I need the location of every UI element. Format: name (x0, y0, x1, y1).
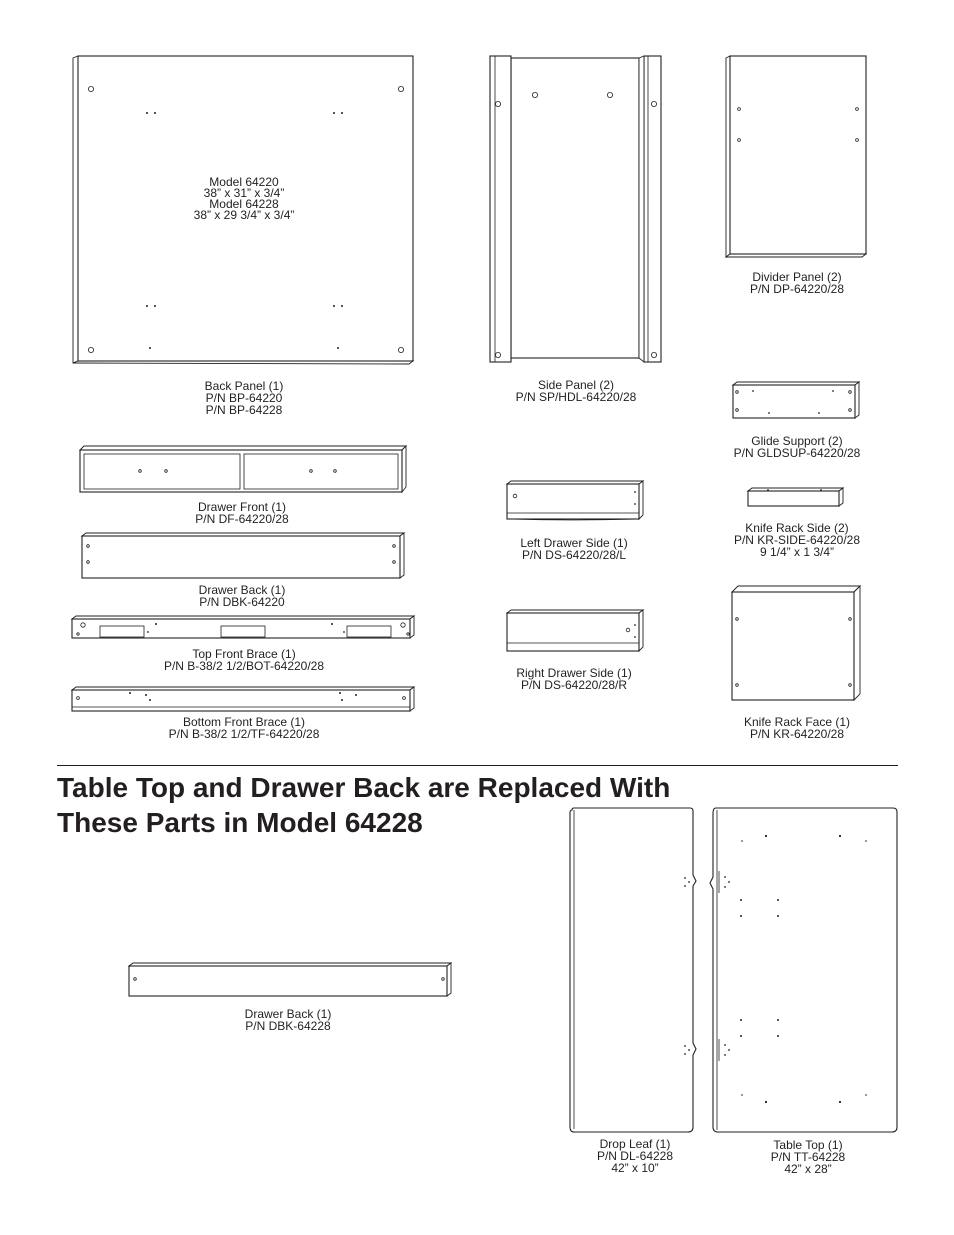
left-drawer-side-caption: Left Drawer Side (1) P/N DS-64220/28/L (520, 536, 628, 562)
back-panel-drawing (70, 55, 415, 365)
drawer-back-64228-drawing (127, 961, 455, 1001)
right-drawer-side-caption: Right Drawer Side (1) P/N DS-64220/28/R (516, 666, 632, 692)
drawer-front-drawing (79, 444, 409, 494)
knife-rack-side-caption: Knife Rack Side (2) P/N KR-SIDE-64220/28 9 1/4” x 1 3/4” (733, 521, 861, 559)
table-top-caption: Table Top (1) P/N TT-64228 42” x 28” (770, 1138, 846, 1176)
knife-rack-face-drawing (730, 584, 864, 704)
section-heading: Table Top and Drawer Back are Replaced With These Parts in Model 64228 (57, 772, 671, 838)
drop-leaf-drawing (566, 807, 698, 1137)
knife-rack-face-caption: Knife Rack Face (1) P/N KR-64220/28 (743, 715, 851, 741)
back-panel-dimensions: Model 64220 38” x 31” x 3/4” Model 64228 38” x 29 3/4” x 3/4” (193, 175, 295, 222)
left-drawer-side-drawing (503, 480, 647, 524)
glide-support-drawing (731, 381, 863, 421)
knife-rack-side-drawing (746, 486, 846, 510)
divider-panel-caption: Divider Panel (2) P/N DP-64220/28 (749, 270, 845, 296)
section-divider (57, 765, 898, 766)
table-top-drawing (708, 807, 900, 1137)
side-panel-caption: Side Panel (2) P/N SP/HDL-64220/28 (515, 378, 637, 404)
bottom-front-brace-caption: Bottom Front Brace (1) P/N B-38/2 1/2/TF-64220/28 (168, 715, 320, 741)
drawer-back-64228-caption: Drawer Back (1) P/N DBK-64228 (244, 1007, 332, 1033)
bottom-front-brace-drawing (70, 686, 418, 716)
drawer-back-64220-caption: Drawer Back (1) P/N DBK-64220 (198, 583, 286, 609)
drop-leaf-caption: Drop Leaf (1) P/N DL-64228 42” x 10” (596, 1137, 674, 1175)
side-panel-drawing (488, 55, 664, 365)
top-front-brace-caption: Top Front Brace (1) P/N B-38/2 1/2/BOT-64220/28 (163, 647, 325, 673)
drawer-back-64220-drawing (80, 531, 408, 581)
drawer-front-caption: Drawer Front (1) P/N DF-64220/28 (195, 500, 289, 526)
back-panel-caption: Back Panel (1) P/N BP-64220 P/N BP-64228 (204, 379, 284, 417)
glide-support-caption: Glide Support (2) P/N GLDSUP-64220/28 (733, 434, 861, 460)
top-front-brace-drawing (70, 615, 418, 643)
divider-panel-drawing (724, 55, 870, 260)
right-drawer-side-drawing (503, 609, 647, 657)
